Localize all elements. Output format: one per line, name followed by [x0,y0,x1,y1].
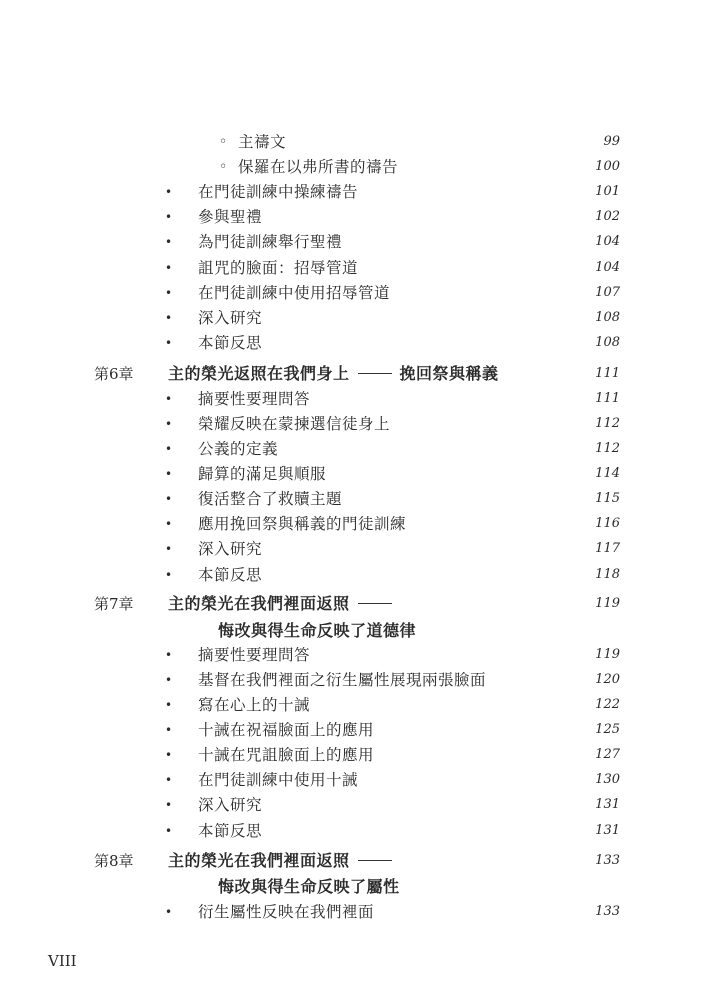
toc-entry[interactable] [0,462,714,486]
toc-entry[interactable] [0,563,714,587]
toc-page-number: 120 [595,672,620,687]
toc-page-number: 112 [595,441,620,456]
toc-page-number: 131 [595,823,620,838]
bullet-icon: • [165,905,173,919]
toc-entry-title: 榮耀反映在蒙揀選信徒身上 [198,415,391,433]
toc-page-number: 125 [595,722,620,737]
em-dash-rule [358,860,392,861]
toc-page-number: 116 [595,516,620,531]
toc-page-number: 112 [595,416,620,431]
toc-entry-title: 在門徒訓練中使用招辱管道 [198,284,391,302]
toc-entry[interactable] [0,155,714,179]
toc-entry[interactable] [0,793,714,817]
em-dash-rule [358,373,392,374]
chapter-title-main: 主的榮光返照在我們身上 [168,364,350,383]
toc-page-number: 111 [595,366,620,381]
bullet-icon: • [165,517,173,531]
toc-entry-title: 詛咒的臉面：招辱管道 [198,259,359,277]
toc-entry-title: 寫在心上的十誡 [198,696,311,714]
bullet-icon: • [165,392,173,406]
toc-page-number: 119 [595,596,620,611]
bullet-icon: • [165,185,173,199]
toc-entry-title: 基督在我們裡面之衍生屬性展現兩張臉面 [198,671,487,689]
bullet-icon: • [165,824,173,838]
toc-page-number: 104 [595,234,620,249]
toc-entry-title: 十誡在咒詛臉面上的應用 [198,746,375,764]
toc-page-number: 101 [595,184,620,199]
em-dash-rule [358,603,392,604]
chapter-title [168,849,400,873]
chapter-number: 第8章 [94,852,134,870]
bullet-icon: • [165,568,173,582]
bullet-icon: • [165,467,173,481]
chapter-title-sub: 悔改與得生命反映了道德律 [218,621,417,640]
toc-entry[interactable] [0,230,714,254]
toc-page-number: 118 [595,567,620,582]
toc-page-number: 111 [595,391,620,406]
chapter-heading-continuation [0,875,714,899]
toc-page-number: 133 [595,853,620,868]
toc-page-number: 104 [595,260,620,275]
circle-bullet-icon: ◦ [219,159,228,175]
chapter-heading-continuation [0,619,714,643]
bullet-icon: • [165,798,173,812]
toc-entry-title: 歸算的滿足與順服 [198,465,327,483]
toc-entry-title: 十誡在祝福臉面上的應用 [198,721,375,739]
bullet-icon: • [165,311,173,325]
toc-entry-title: 摘要性要理問答 [198,390,311,408]
toc-entry-title: 在門徒訓練中操練禱告 [198,183,359,201]
toc-entry-title: 本節反思 [198,566,263,584]
toc-entry-title: 深入研究 [198,540,263,558]
toc-entry[interactable] [0,718,714,742]
toc-page-number: 122 [595,697,620,712]
toc-entry[interactable] [0,331,714,355]
toc-page-number: 127 [595,747,620,762]
toc-entry[interactable] [0,668,714,692]
toc-entry-title: 應用挽回祭與稱義的門徒訓練 [198,515,407,533]
toc-page-number: 133 [595,904,620,919]
bullet-icon: • [165,648,173,662]
toc-entry-title: 深入研究 [198,796,263,814]
bullet-icon: • [165,442,173,456]
toc-page-number: 108 [595,310,620,325]
toc-page-number: 114 [595,466,620,481]
toc-page-number: 119 [595,647,620,662]
toc-page-number: 130 [595,772,620,787]
toc-page-number: 117 [595,541,620,556]
toc-entry[interactable] [0,412,714,436]
toc-entry-title: 復活整合了救贖主題 [198,490,343,508]
bullet-icon: • [165,773,173,787]
toc-entry[interactable] [0,281,714,305]
toc-entry-title: 保羅在以弗所書的禱告 [238,158,399,176]
bullet-icon: • [165,286,173,300]
toc-entry[interactable] [0,487,714,511]
toc-entry-title: 衍生屬性反映在我們裡面 [198,903,375,921]
toc-page-number: 107 [595,285,620,300]
toc-entry[interactable] [0,819,714,843]
toc-entry-title: 在門徒訓練中使用十誡 [198,771,359,789]
chapter-title-main: 主的榮光在我們裡面返照 [168,851,350,870]
bullet-icon: • [165,673,173,687]
chapter-title-main: 主的榮光在我們裡面返照 [168,594,350,613]
toc-entry[interactable] [0,130,714,154]
toc-entry[interactable] [0,306,714,330]
toc-entry[interactable] [0,693,714,717]
chapter-heading[interactable] [0,592,714,616]
toc-entry-title: 為門徒訓練舉行聖禮 [198,233,343,251]
bullet-icon: • [165,235,173,249]
toc-entry[interactable] [0,387,714,411]
toc-entry[interactable] [0,743,714,767]
toc-page-number: 100 [595,159,620,174]
bullet-icon: • [165,723,173,737]
toc-entry-title: 主禱文 [238,133,287,151]
bullet-icon: • [165,698,173,712]
toc-page-number: 99 [603,134,620,149]
bullet-icon: • [165,748,173,762]
chapter-title [168,592,400,616]
toc-entry[interactable] [0,512,714,536]
chapter-heading[interactable] [0,362,714,386]
page-folio: VIII [48,952,77,970]
toc-entry[interactable] [0,437,714,461]
chapter-number: 第7章 [94,595,134,613]
bullet-icon: • [165,417,173,431]
toc-entry[interactable] [0,256,714,280]
toc-page-number: 115 [595,491,620,506]
chapter-number: 第6章 [94,365,134,383]
toc-entry[interactable] [0,205,714,229]
bullet-icon: • [165,210,173,224]
chapter-title-sub: 挽回祭與稱義 [399,364,499,383]
chapter-title [168,362,499,386]
toc-entry[interactable] [0,768,714,792]
bullet-icon: • [165,336,173,350]
bullet-icon: • [165,261,173,275]
bullet-icon: • [165,542,173,556]
toc-entry-title: 公義的定義 [198,440,279,458]
toc-entry[interactable] [0,643,714,667]
toc-entry-title: 深入研究 [198,309,263,327]
toc-page-number: 108 [595,335,620,350]
circle-bullet-icon: ◦ [219,134,228,150]
chapter-title-sub: 悔改與得生命反映了屬性 [218,877,400,896]
chapter-heading[interactable] [0,849,714,873]
toc-entry[interactable] [0,900,714,924]
toc-entry[interactable] [0,537,714,561]
toc-entry[interactable] [0,180,714,204]
bullet-icon: • [165,492,173,506]
toc-page-number: 131 [595,797,620,812]
toc-page-number: 102 [595,209,620,224]
toc-entry-title: 摘要性要理問答 [198,646,311,664]
toc-entry-title: 本節反思 [198,334,263,352]
toc-entry-title: 本節反思 [198,822,263,840]
toc-entry-title: 參與聖禮 [198,208,263,226]
